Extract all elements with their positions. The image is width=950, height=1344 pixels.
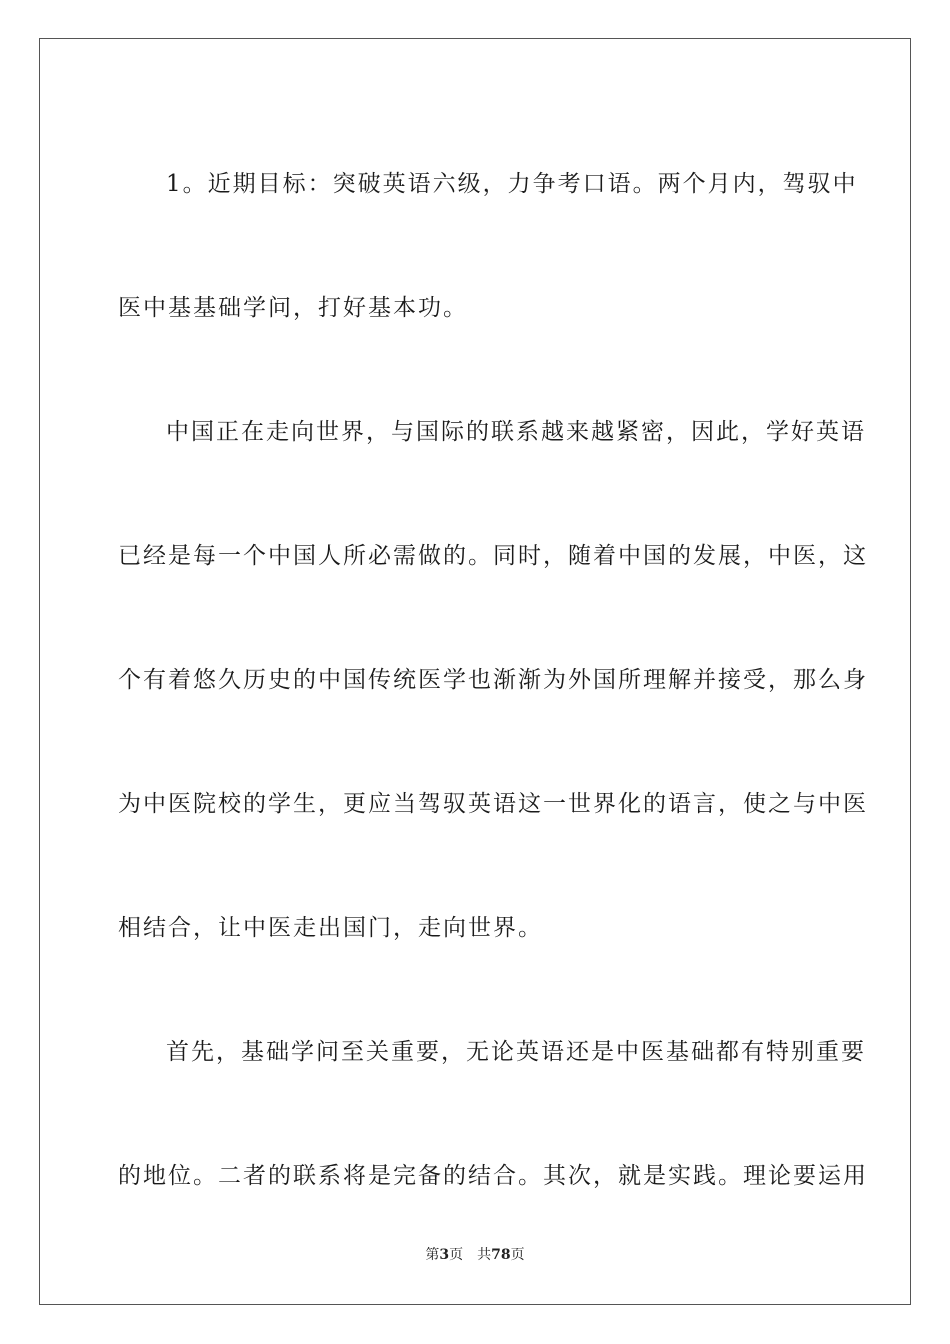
page-number: 3 [439,1247,450,1263]
text-line: 1。近期目标：突破英语六级，力争考口语。两个月内，驾驭中 [166,171,858,197]
footer-suffix: 页 [510,1247,525,1263]
footer-middle: 页 共 [449,1247,492,1263]
text-line: 为中医院校的学生，更应当驾驭英语这一世界化的语言，使之与中医 [118,791,868,817]
text-line: 已经是每一个中国人所必需做的。同时，随着中国的发展，中医，这 [118,543,868,569]
text-line: 中国正在走向世界，与国际的联系越来越紧密，因此，学好英语 [166,419,866,445]
text-line: 个有着悠久历史的中国传统医学也渐渐为外国所理解并接受，那么身 [118,667,868,693]
total-pages: 78 [491,1247,511,1263]
text-line: 首先，基础学问至关重要，无论英语还是中医基础都有特别重要 [166,1039,866,1065]
text-line: 相结合，让中医走出国门，走向世界。 [118,915,543,941]
text-line: 医中基基础学问，打好基本功。 [118,295,468,321]
footer-prefix: 第 [425,1247,440,1263]
text-line: 的地位。二者的联系将是完备的结合。其次，就是实践。理论要运用 [118,1163,868,1189]
document-body [118,122,868,1238]
page-footer [0,1244,950,1264]
